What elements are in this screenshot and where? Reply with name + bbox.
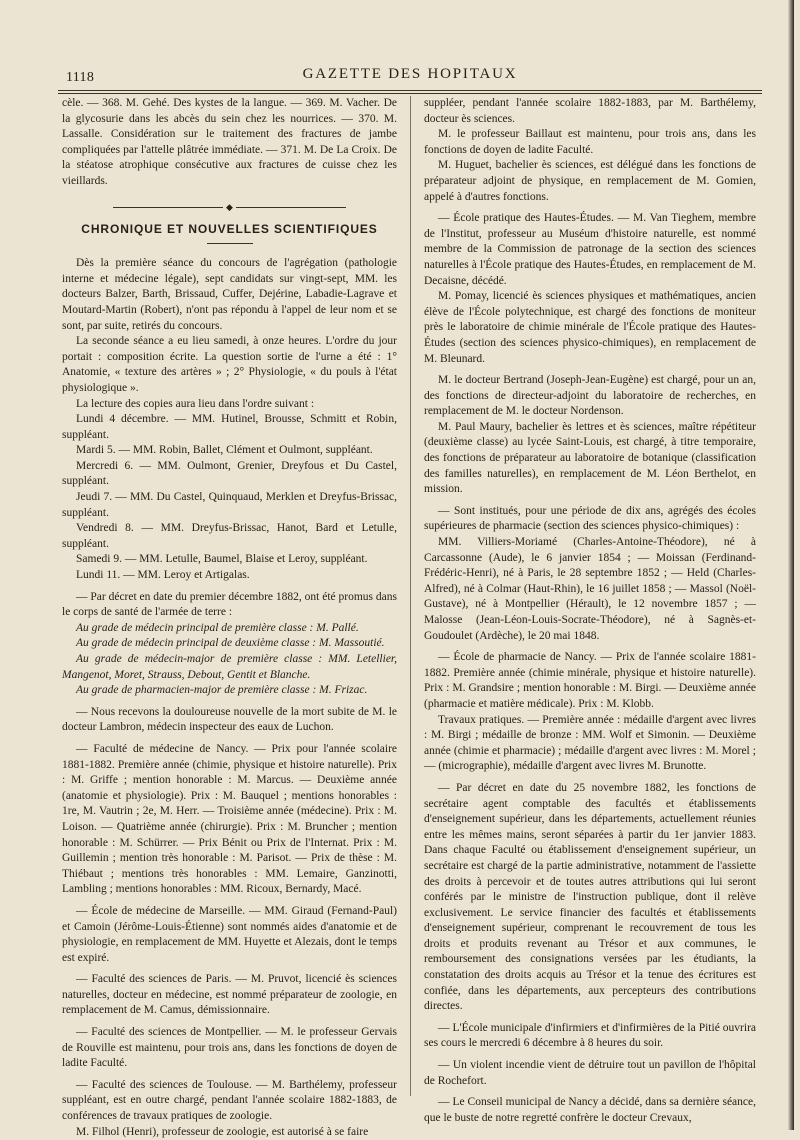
paragraph: MM. Villiers-Moriamé (Charles-Antoine-Théodore), né à Carcassonne (Aude), le 6 janvier 1854 ; — Moissan (Ferdinand-Frédéric-Henri), né à Paris, le 28 septembre 1852 ; — Held (Charles-Alfred), né à Colmar (Haut-Rhin), le 16 juillet 1858 ; — Massol (Noël-Gustave), né à Montpellier (Hérault), le 12 novembre 1857 ; — Malosse (Jean-Léon-Louis-Socrate-Théodore), né à Sagnès-et-Goudoulet (Ardèche), le 20 mai 1848. <box>424 536 756 642</box>
page-number: 1118 <box>66 70 95 85</box>
paragraph: — Faculté de médecine de Nancy. — Prix pour l'année scolaire 1881-1882. Première année (chimie, physique et histoire naturelle). Prix : M. Griffe ; mention honorable : M. Marcus. — Deuxième année (anatomie et physiologie). Prix : M. Bauquel ; mentions honorables : 1re, M. Vautrin ; 2e, M. Herr. — Troisième année (médecine). Prix : M. Loison. — Quatrième année (chirurgie). Prix : M. Bruncher ; mention honorable : M. Schürrer. — Prix Bénit ou Prix de l'Internat. Prix : M. Guillemin ; mention très honorable : M. Parisot. — Prix de thèse : M. Thiébaut ; mentions très honorables : MM. Lemaire, Ganzinotti, Lambling ; mentions honorables : MM. Ricoux, Bernardy, Macé. <box>62 742 397 896</box>
section-ornament: ◆ <box>62 200 397 208</box>
paragraph: Travaux pratiques. — Première année : médaille d'argent avec livres : M. Birgi ; médaille de bronze : MM. Wolf et Simonin. — Deuxième année (chimie et pharmacie) ; médaille d'argent avec livres : M. Morel ; — (micrographie), médaille d'argent avec livres M. Brunotte. <box>424 713 756 773</box>
paragraph: — École de médecine de Marseille. — MM. Giraud (Fernand-Paul) et Camoin (Jérôme-Louis-Étienne) sont nommés aides d'anatomie et de physiologie, en remplacement de MM. Huyette et Alezais, dont le temps est expiré. <box>62 904 397 964</box>
paragraph: Au grade de pharmacien-major de première classe : M. Frizac. <box>76 684 368 697</box>
paragraph: — Un violent incendie vient de détruire tout un pavillon de l'hôpital de Rochefort. <box>424 1059 756 1087</box>
right-column <box>424 96 756 1126</box>
paragraph: Au grade de médecin-major de première classe : MM. Letellier, Mangenot, Moret, Strauss, Debout, Gentit et Blanche. <box>62 653 397 681</box>
journal-title: GAZETTE DES HOPITAUX <box>302 66 518 82</box>
paragraph: — Par décret en date du 25 novembre 1882, les fonctions de secrétaire agent comptable des facultés et établissements d'enseignement supérieur, dans les départements, actuellement réunies entre les mêmes mains, seront séparées à partir du 1er janvier 1883. Dans chaque Faculté ou établissement d'enseignement supérieur, un secrétaire est chargé de la partie administrative, notamment de l'assiette des droits à percevoir et de toutes autres attributions qui lui seront conférés par le ministre de l'instruction publique, dont il relève exclusivement. Le service financier des facultés et établissements d'enseignement supérieur, comprenant le recouvrement de tous les droits et produits revenant au Trésor et aux communes, le remboursement des consignations versées par les étudiants, la constatation des droits acquis au Trésor et la tenue des écritures est confiée, dans les départements, aux percepteurs des contributions directes. <box>424 781 756 1013</box>
paragraph: Mardi 5. — MM. Robin, Ballet, Clément et Oulmont, suppléant. <box>76 444 373 457</box>
paragraph: Au grade de médecin principal de première classe : M. Pallé. <box>76 621 359 634</box>
page-edge-shadow <box>788 0 794 1130</box>
paragraph: — Par décret en date du premier décembre 1882, ont été promus dans le corps de santé de l'armée de terre : <box>62 590 397 619</box>
paragraph: — Le Conseil municipal de Nancy a décidé, dans sa dernière séance, que le buste de notre regretté confrère le docteur Crevaux, <box>424 1096 756 1124</box>
left-column <box>62 96 397 1140</box>
paragraph: Au grade de médecin principal de deuxième classe : M. Massoutié. <box>76 637 385 650</box>
paragraph: Samedi 9. — MM. Letulle, Baumel, Blaise et Leroy, suppléant. <box>76 553 368 566</box>
paragraph: La seconde séance a eu lieu samedi, à onze heures. L'ordre du jour portait : composition écrite. La question sortie de l'urne a été : 1° Anatomie, « texture des artères » ; 2° Physiologie, « du pouls à l'état physiologique ». <box>62 335 397 394</box>
paragraph: M. le professeur Baillaut est maintenu, pour trois ans, dans les fonctions de doyen de ladite Faculté. <box>424 128 756 156</box>
paragraph: — École de pharmacie de Nancy. — Prix de l'année scolaire 1881-1882. Première année (chimie minérale, physique et histoire naturelle). Prix : M. Grandsire ; mention honorable : M. Birgi. — Deuxième année (pharmacie et matière médicale). Prix : M. Klobb. <box>424 651 756 710</box>
paragraph: Lundi 4 décembre. — MM. Hutinel, Brousse, Schmitt et Robin, suppléant. <box>62 413 397 441</box>
paragraph: Mercredi 6. — MM. Oulmont, Grenier, Dreyfous et Du Castel, suppléant. <box>62 459 397 488</box>
intro-paragraph: cèle. — 368. M. Gehé. Des kystes de la langue. — 369. M. Vacher. De la glycosurie dans les abcès du sein chez les nourrices. — 370. M. Lassalle. Considération sur le traitement des fractures de jambe compliquées par l'attelle plâtrée immédiate. — 371. M. De La Croix. De la stéatose atrophique consécutive aux fractures de cuisse chez les vieillards. <box>62 97 397 187</box>
paragraph: — Nous recevons la douloureuse nouvelle de la mort subite de M. le docteur Lambron, médecin inspecteur des eaux de Luchon. <box>62 705 397 734</box>
paragraph: Lundi 11. — MM. Leroy et Artigalas. <box>76 569 250 582</box>
header-rule-bottom <box>58 93 762 94</box>
paragraph: — L'École municipale d'infirmiers et d'infirmières de la Pitié ouvrira ses cours le mercredi 6 décembre à 8 heures du soir. <box>424 1021 756 1050</box>
column-divider <box>410 96 411 1096</box>
paragraph: — École pratique des Hautes-Études. — M. Van Tieghem, membre de l'Institut, professeur au Muséum d'histoire naturelle, est nommé membre de la Commission de patronage de la section des sciences naturelles à l'École pratique des Hautes-Études, en remplacement de M. Decaisne, décédé. <box>424 212 756 287</box>
paragraph: — Faculté des sciences de Toulouse. — M. Barthélemy, professeur suppléant, est en outre chargé, pendant l'année scolaire 1882-1883, de conférences de travaux pratiques de zoologie. <box>62 1078 397 1123</box>
paragraph: La lecture des copies aura lieu dans l'ordre suivant : <box>76 397 315 410</box>
section-rule <box>207 243 253 244</box>
paragraph: — Faculté des sciences de Paris. — M. Pruvot, licencié ès sciences naturelles, docteur en médecine, est nommé préparateur de zoologie, en remplacement de M. Camus, démissionnaire. <box>62 973 397 1017</box>
paragraph: M. Pomay, licencié ès sciences physiques et mathématiques, ancien élève de l'École polytechnique, est chargé des fonctions de moniteur près le laboratoire de chimie minérale de l'École pratique des Hautes-Études (section des sciences physico-chimiques), en remplacement de M. Bleunard. <box>424 290 756 365</box>
paragraph: — Faculté des sciences de Montpellier. — M. le professeur Gervais de Rouville est maintenu, pour trois ans, dans les fonctions de doyen de ladite Faculté. <box>62 1026 397 1070</box>
paragraph: Jeudi 7. — MM. Du Castel, Quinquaud, Merklen et Dreyfus-Brissac, suppléant. <box>62 491 397 519</box>
page-header <box>58 64 762 90</box>
paragraph: suppléer, pendant l'année scolaire 1882-1883, par M. Barthélemy, docteur ès sciences. <box>424 97 756 125</box>
paragraph: M. Huguet, bachelier ès sciences, est délégué dans les fonctions de préparateur adjoint de physique, en remplacement de M. Gomien, appelé à d'autres fonctions. <box>424 159 756 203</box>
header-rule-top <box>58 90 762 91</box>
paragraph: M. Filhol (Henri), professeur de zoologie, est autorisé à se faire <box>76 1125 369 1138</box>
paragraph: Vendredi 8. — MM. Dreyfus-Brissac, Hanot, Bard et Letulle, suppléant. <box>62 522 397 550</box>
paragraph: M. le docteur Bertrand (Joseph-Jean-Eugène) est chargé, pour un an, des fonctions de directeur-adjoint du laboratoire de recherches, en remplacement de M. le docteur Nordenson. <box>424 374 756 418</box>
paragraph: — Sont institués, pour une période de dix ans, agrégés des écoles supérieures de pharmacie (section des sciences physico-chimiques) : <box>424 504 756 533</box>
paragraph: M. Paul Maury, bachelier ès lettres et ès sciences, maître répétiteur (deuxième classe) au lycée Saint-Louis, est chargé, à titre temporaire, des fonctions de préparateur au laboratoire de botanique (classification des familles naturelles), en remplacement de M. Léon Berthelot, en mission. <box>424 420 756 496</box>
paragraph: Dès la première séance du concours de l'agrégation (pathologie interne et médecine légale), sept candidats sur vingt-sept, MM. les docteurs Balzer, Barth, Brissaud, Cuffer, Dejérine, Labadie-Lagrave et Moutard-Martin (Robert), n'ont pas répondu à l'appel de leur nom et se sont, par suite, retirés du concours. <box>62 257 397 332</box>
section-heading: CHRONIQUE ET NOUVELLES SCIENTIFIQUES <box>81 221 378 236</box>
